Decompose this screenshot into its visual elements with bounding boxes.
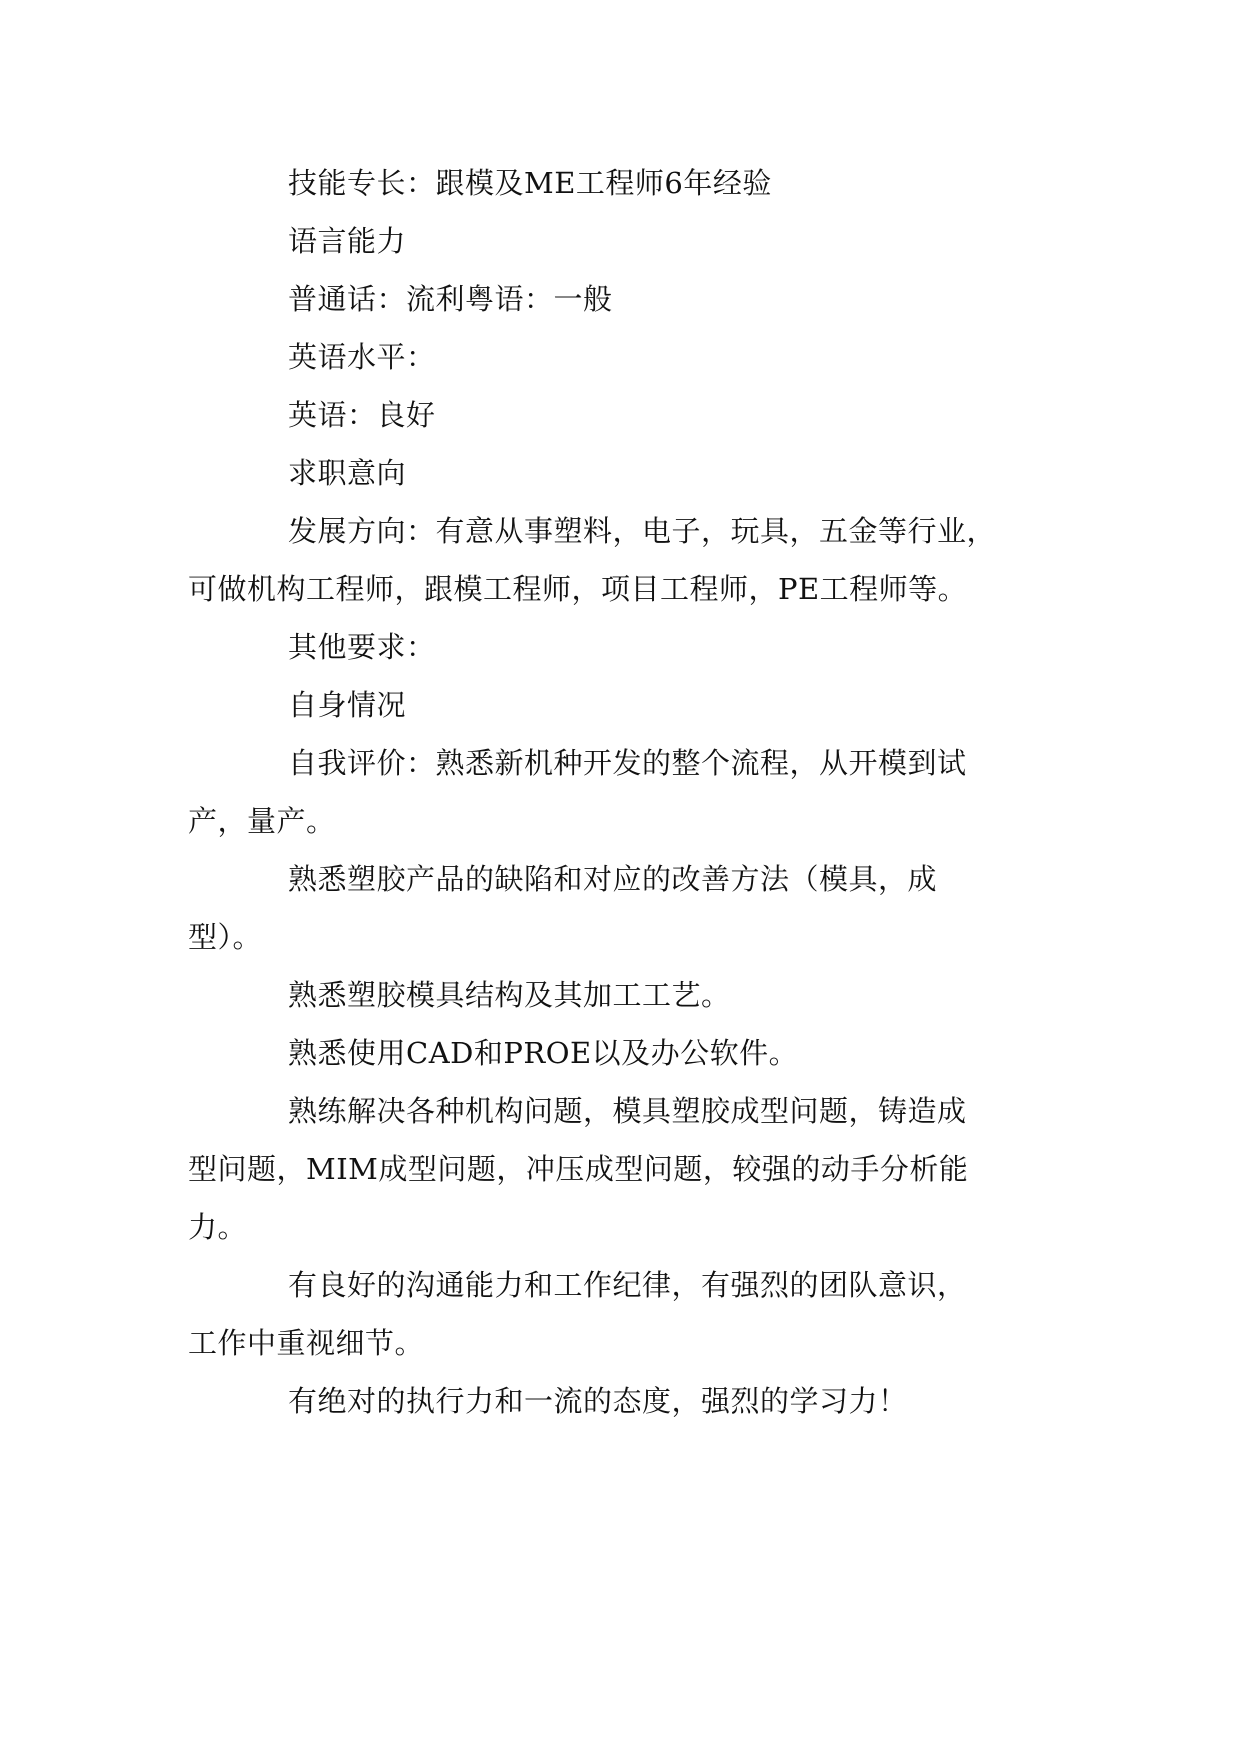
text-line-mold-structure: 熟悉塑胶模具结构及其加工工艺。	[288, 978, 731, 1012]
text-line-english-level: 英语水平：	[288, 340, 436, 374]
heading-self-situation: 自身情况	[288, 688, 407, 722]
text-line-direction: 发展方向：有意从事塑料，电子，玩具，五金等行业，	[288, 514, 997, 548]
heading-job-intention: 求职意向	[288, 456, 407, 490]
text-line-problem-solving-cont: 型问题，MIM成型问题，冲压成型问题，较强的动手分析能	[188, 1152, 969, 1186]
text-line-problem-solving-end: 力。	[188, 1210, 248, 1244]
text-line-self-evaluation-cont: 产，量产。	[188, 804, 336, 838]
text-line-english: 英语：良好	[288, 398, 436, 432]
text-line-defects: 熟悉塑胶产品的缺陷和对应的改善方法（模具，成	[288, 862, 938, 896]
text-line-direction-cont: 可做机构工程师，跟模工程师，项目工程师，PE工程师等。	[188, 572, 968, 606]
text-line-execution: 有绝对的执行力和一流的态度，强烈的学习力！	[288, 1384, 908, 1418]
text-line-skills: 技能专长：跟模及ME工程师6年经验	[288, 166, 772, 200]
text-line-self-evaluation: 自我评价：熟悉新机种开发的整个流程，从开模到试	[288, 746, 967, 780]
text-line-communication-cont: 工作中重视细节。	[188, 1326, 425, 1360]
heading-language-ability: 语言能力	[288, 224, 407, 258]
text-line-software: 熟悉使用CAD和PROE以及办公软件。	[288, 1036, 799, 1070]
text-line-mandarin-cantonese: 普通话：流利粤语：一般	[288, 282, 613, 316]
document-body	[188, 154, 1058, 1430]
text-line-defects-cont: 型）。	[188, 920, 263, 954]
text-line-communication: 有良好的沟通能力和工作纪律，有强烈的团队意识，	[288, 1268, 967, 1302]
text-line-other-requirements: 其他要求：	[288, 630, 436, 664]
text-line-problem-solving: 熟练解决各种机构问题，模具塑胶成型问题，铸造成	[288, 1094, 967, 1128]
